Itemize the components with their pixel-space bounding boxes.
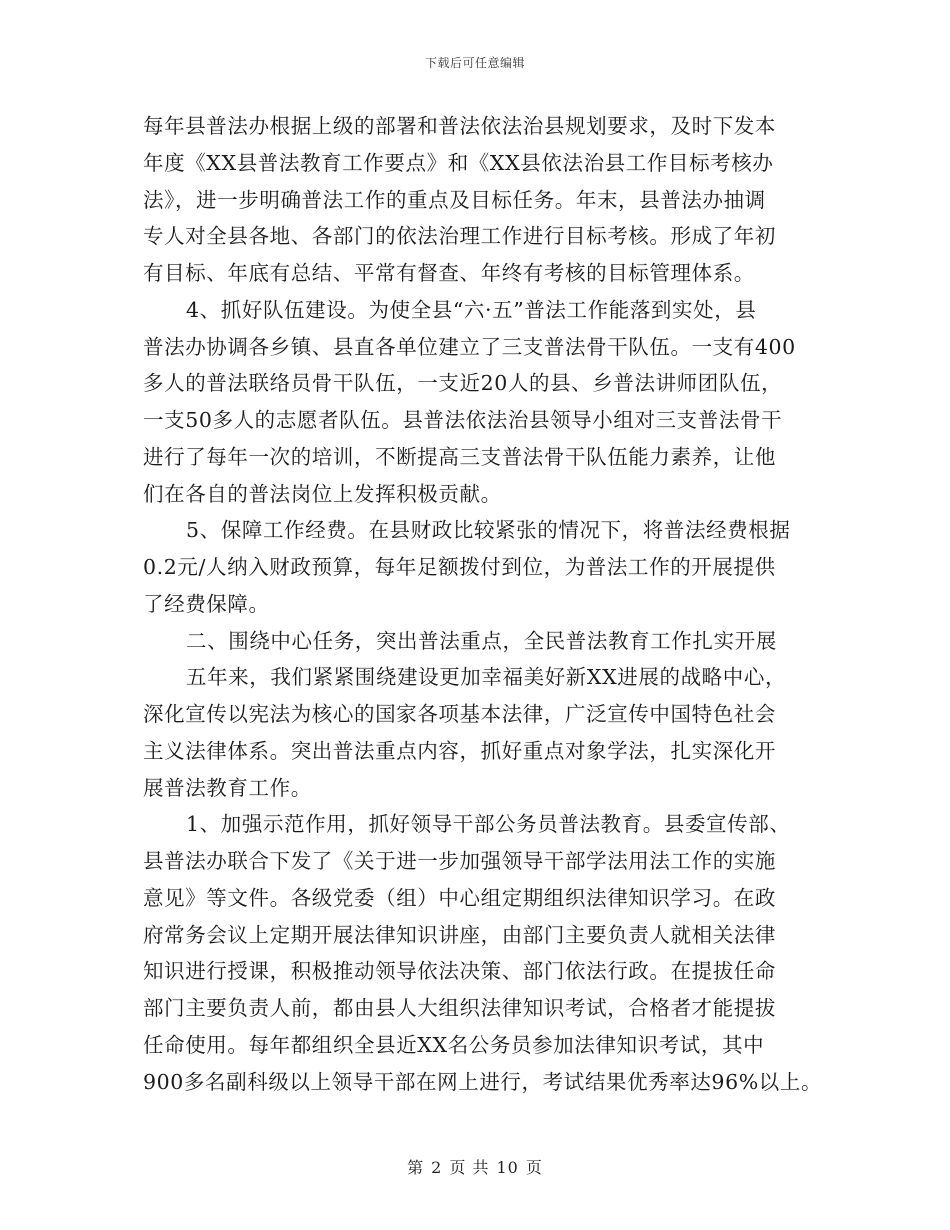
text-line: 深化宣传以宪法为核心的国家各项基本法律，广泛宣传中国特色社会 (143, 702, 776, 726)
document-body (143, 108, 823, 1100)
text-line: 4、抓好队伍建设。为使全县“六·五”普法工作能落到实处，县 (186, 297, 757, 322)
text-line: 普法办协调各乡镇、县直各单位建立了三支普法骨干队伍。一支有400 (143, 334, 796, 359)
text-line: 府常务会议上定期开展法律知识讲座，由部门主要负责人就相关法律 (143, 922, 776, 947)
text-line: 有目标、年底有总结、平常有督查、年终有考核的目标管理体系。 (143, 261, 755, 285)
footer-prefix: 第 (407, 1158, 425, 1177)
text-line: 二、围绕中心任务，突出普法重点，全民普法教育工作扎实开展 (186, 628, 777, 653)
text-line: 知识进行授课，积极推动领导依法决策、部门依法行政。在提拔任命 (143, 959, 776, 984)
page-header (0, 54, 950, 71)
text-line: 们在各自的普法岗位上发挥积极贡献。 (143, 481, 502, 506)
current-page-number: 2 (431, 1158, 443, 1177)
text-line: 主义法律体系。突出普法重点内容，抓好重点对象学法，扎实深化开 (143, 738, 776, 763)
text-line: 1、加强示范作用，抓好领导干部公务员普法教育。县委宣传部、 (186, 812, 791, 837)
text-line: 任命使用。每年都组织全县近XX名公务员参加法律知识考试，其中 (143, 1032, 765, 1057)
text-line: 展普法教育工作。 (143, 775, 312, 800)
text-line: 多人的普法联络员骨干队伍，一支近20人的县、乡普法讲师团队伍， (143, 371, 783, 396)
text-line: 县普法办联合下发了《关于进一步加强领导干部学法用法工作的实施 (143, 849, 776, 873)
text-line: 五年来，我们紧紧围绕建设更加幸福美好新XX进展的战略中心， (186, 665, 787, 690)
text-line: 专人对全县各地、各部门的依法治理工作进行目标考核。形成了年初 (143, 224, 776, 249)
footer-middle: 页 共 (449, 1158, 490, 1177)
total-page-count: 10 (496, 1158, 519, 1177)
text-line: 0.2元/人纳入财政预算，每年足额拨付到位，为普法工作的开展提供 (143, 555, 776, 579)
text-line: 年度《XX县普法教育工作要点》和《XX县依法治县工作目标考核办 (143, 150, 774, 175)
text-line: 法》，进一步明确普法工作的重点及目标任务。年末，县普法办抽调 (143, 187, 766, 212)
text-line: 每年县普法办根据上级的部署和普法依法治县规划要求，及时下发本 (143, 114, 776, 138)
page-footer (0, 1155, 950, 1178)
footer-suffix: 页 (525, 1158, 543, 1177)
text-line: 5、保障工作经费。在县财政比较紧张的情况下，将普法经费根据 (186, 518, 791, 543)
text-line: 部门主要负责人前，都由县人大组织法律知识考试，合格者才能提拔 (143, 996, 776, 1020)
text-line: 了经费保障。 (143, 591, 270, 616)
text-line: 意见》等文件。各级党委（组）中心组定期组织法律知识学习。在政 (143, 885, 776, 910)
header-text: 下载后可任意编辑 (424, 56, 525, 70)
text-line: 一支50多人的志愿者队伍。县普法依法治县领导小组对三支普法骨干 (143, 408, 783, 432)
text-line: 进行了每年一次的培训，不断提高三支普法骨干队伍能力素养，让他 (143, 444, 776, 469)
text-line: 900多名副科级以上领导干部在网上进行，考试结果优秀率达96%以上。 (143, 1069, 823, 1094)
